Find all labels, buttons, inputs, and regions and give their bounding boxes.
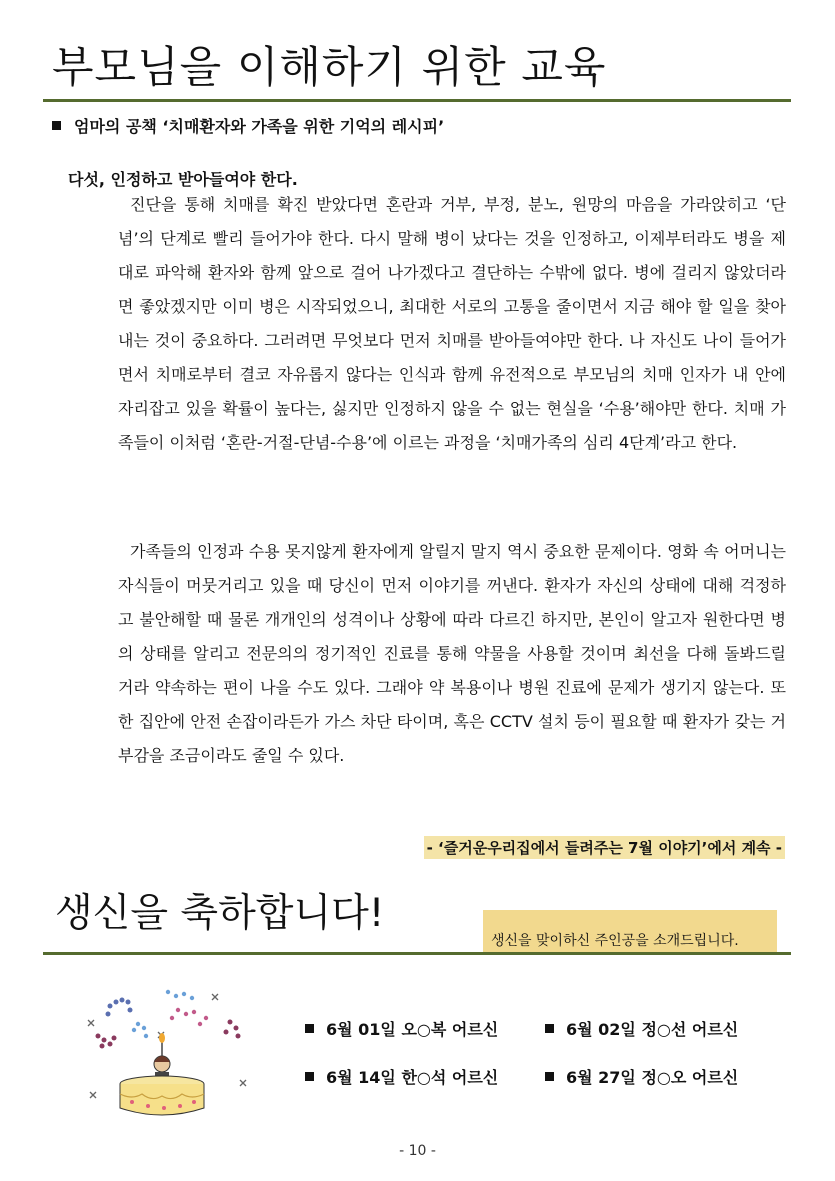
birthday-entry-text: 6월 01일 오○복 어르신: [326, 1020, 499, 1039]
title-divider: [43, 99, 791, 102]
subtitle-text: 엄마의 공책 ‘치매환자와 가족을 위한 기억의 레시피’: [74, 117, 445, 136]
square-bullet-icon: [52, 121, 61, 130]
birthday-entry-text: 6월 27일 정○오 어르신: [566, 1068, 739, 1087]
birthday-section-title: 생신을 축하합니다!: [55, 891, 385, 936]
birthday-divider: [43, 952, 791, 955]
article-paragraph-1: [118, 188, 786, 460]
paragraph-2-text: 가족들의 인정과 수용 못지않게 환자에게 알릴지 말지 역시 중요한 문제이다. 영화 속 어머니는 자식들이 머뭇거리고 있을 때 당신이 먼저 이야기를 꺼낸다. 환자가 자신의 상태에 대해 걱정하고 불안해할 때 물론 개개인의 성격이나 상황에 따라 다르긴 하지만, 본인이 알고자 원한다면 병의 상태를 알리고 전문의의 정기적인 진료를 통해 약물을 사용할 것이며 최선을 다해 돌봐드릴 거라 약속하는 편이 나을 수도 있다. 그래야 약 복용이나 병원 진료에 문제가 생기지 않는다. 또한 집안에 안전 손잡이라든가 가스 차단 타이며, 혹은 CCTV 설치 등이 필요할 때 환자가 갖는 거부감을 조금이라도 줄일 수 있다.: [118, 542, 786, 765]
page-title: 부모님을 이해하기 위한 교육: [52, 43, 607, 93]
birthday-entry: [305, 1017, 498, 1040]
birthday-entry: [545, 1017, 738, 1040]
square-bullet-icon: [305, 1024, 314, 1033]
birthday-cake-illustration: [80, 984, 250, 1124]
article-paragraph-2: [118, 535, 786, 773]
square-bullet-icon: [545, 1024, 554, 1033]
square-bullet-icon: [545, 1072, 554, 1081]
birthday-intro-text: 생신을 맞이하신 주인공을 소개드립니다.: [491, 933, 739, 949]
continued-note: - ‘즐거운우리집에서 들려주는 7월 이야기’에서 계속 -: [424, 836, 785, 859]
page-number: - 10 -: [399, 1143, 436, 1159]
birthday-entry-text: 6월 02일 정○선 어르신: [566, 1020, 739, 1039]
section-subtitle: [52, 114, 444, 137]
square-bullet-icon: [305, 1072, 314, 1081]
birthday-entry: [545, 1065, 738, 1088]
paragraph-1-text: 진단을 통해 치매를 확진 받았다면 혼란과 거부, 부정, 분노, 원망의 마음을 가라앉히고 ‘단념’의 단계로 빨리 들어가야 한다. 다시 말해 병이 났다는 것을 인정하고, 이제부터라도 병을 제대로 파악해 환자와 함께 앞으로 걸어 나가겠다고 결단하는 수밖에 없다. 병에 걸리지 않았더라면 좋았겠지만 이미 병은 시작되었으니, 최대한 서로의 고통을 줄이면서 지금 해야 할 일을 찾아내는 것이 중요하다. 그러려면 무엇보다 먼저 치매를 받아들여야만 한다. 나 자신도 나이 들어가면서 치매로부터 결코 자유롭지 않다는 인식과 함께 유전적으로 부모님의 치매 인자가 내 안에 자리잡고 있을 확률이 높다는, 싫지만 인정하지 않을 수 없는 현실을 ‘수용’해야만 한다. 치매 가족들이 이처럼 ‘혼란-거절-단념-수용’에 이르는 과정을 ‘치매가족의 심리 4단계’라고 한다.: [118, 195, 786, 452]
birthday-intro-badge: [483, 910, 777, 952]
birthday-entry: [305, 1065, 498, 1088]
birthday-entry-text: 6월 14일 한○석 어르신: [326, 1068, 499, 1087]
article-heading: 다섯, 인정하고 받아들여야 한다.: [68, 170, 298, 189]
